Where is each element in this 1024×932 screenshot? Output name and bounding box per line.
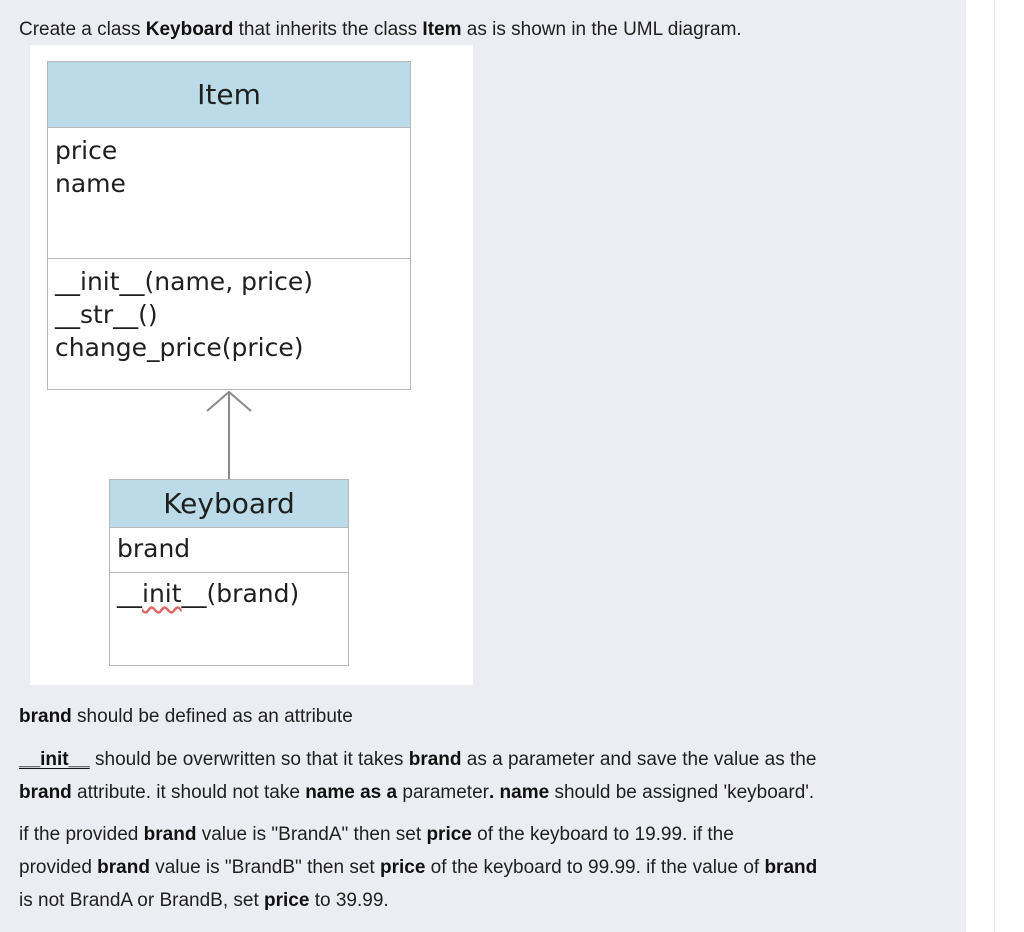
bold-term: brand (19, 782, 72, 803)
bold-term: price (426, 824, 472, 845)
bold-term: name as a (305, 782, 398, 803)
paragraph-text: parameter (397, 782, 489, 803)
bold-term: brand (97, 857, 150, 878)
sidebar-divider (994, 0, 995, 932)
paragraph-text: should be defined as an attribute (71, 706, 353, 727)
keyboard-attribute-brand: brand (117, 534, 191, 563)
paragraph-text: to 39.99. (309, 890, 389, 911)
item-method-init: __init__(name, price) (55, 267, 314, 296)
keyboard-class-box (109, 479, 349, 666)
paragraph-text: if the provided (19, 824, 144, 845)
bold-term: __init__ (19, 749, 90, 770)
init-paragraph (19, 743, 816, 809)
keyboard-method-init (117, 577, 348, 610)
paragraph-text: is not BrandA or BrandB, set (19, 890, 265, 911)
paragraph-text: provided (19, 857, 98, 878)
price-rules-paragraph (19, 818, 817, 917)
paragraph-text: as a parameter and save the value as the (461, 749, 817, 770)
keyboard-class-name: Keyboard (110, 480, 348, 528)
paragraph-text: of the keyboard to 19.99. if the (471, 824, 734, 845)
bold-term: brand (408, 749, 462, 770)
item-method-change-price: change_price(price) (55, 333, 304, 362)
intro-text: as is shown in the UML diagram. (461, 19, 742, 40)
intro-text: Create a class (19, 19, 146, 40)
item-method-str: __str__() (55, 300, 158, 329)
keyboard-attributes (110, 528, 348, 573)
item-keyword: Item (422, 19, 462, 40)
method-suffix: __(brand) (181, 579, 300, 608)
bold-term: brand (764, 857, 818, 878)
bold-term: price (379, 857, 426, 878)
brand-attribute-paragraph (19, 700, 353, 733)
method-prefix: __ (117, 579, 142, 608)
intro-text: that inherits the class (233, 19, 423, 40)
keyboard-methods (110, 573, 348, 664)
paragraph-text: value is "BrandB" then set (149, 857, 380, 878)
paragraph-text: value is "BrandA" then set (196, 824, 427, 845)
bold-term: . name (488, 782, 550, 803)
paragraph-text: of the keyboard to 99.99. if the value of (425, 857, 765, 878)
paragraph-text: should be overwritten so that it takes (89, 749, 409, 770)
item-class-box (47, 61, 411, 390)
uml-diagram (30, 45, 473, 685)
item-attribute-name: name (55, 169, 126, 198)
keyboard-keyword: Keyboard (145, 19, 234, 40)
item-attributes (48, 128, 410, 259)
bold-term: brand (143, 824, 197, 845)
paragraph-text: attribute. it should not take (71, 782, 306, 803)
intro-paragraph (19, 13, 742, 46)
item-class-name: Item (48, 62, 410, 128)
item-methods (48, 259, 410, 389)
bold-term: price (264, 890, 310, 911)
paragraph-text: should be assigned 'keyboard'. (549, 782, 815, 803)
spellcheck-underlined-word: init (142, 579, 182, 608)
item-attribute-price: price (55, 136, 118, 165)
bold-term: brand (19, 706, 72, 727)
